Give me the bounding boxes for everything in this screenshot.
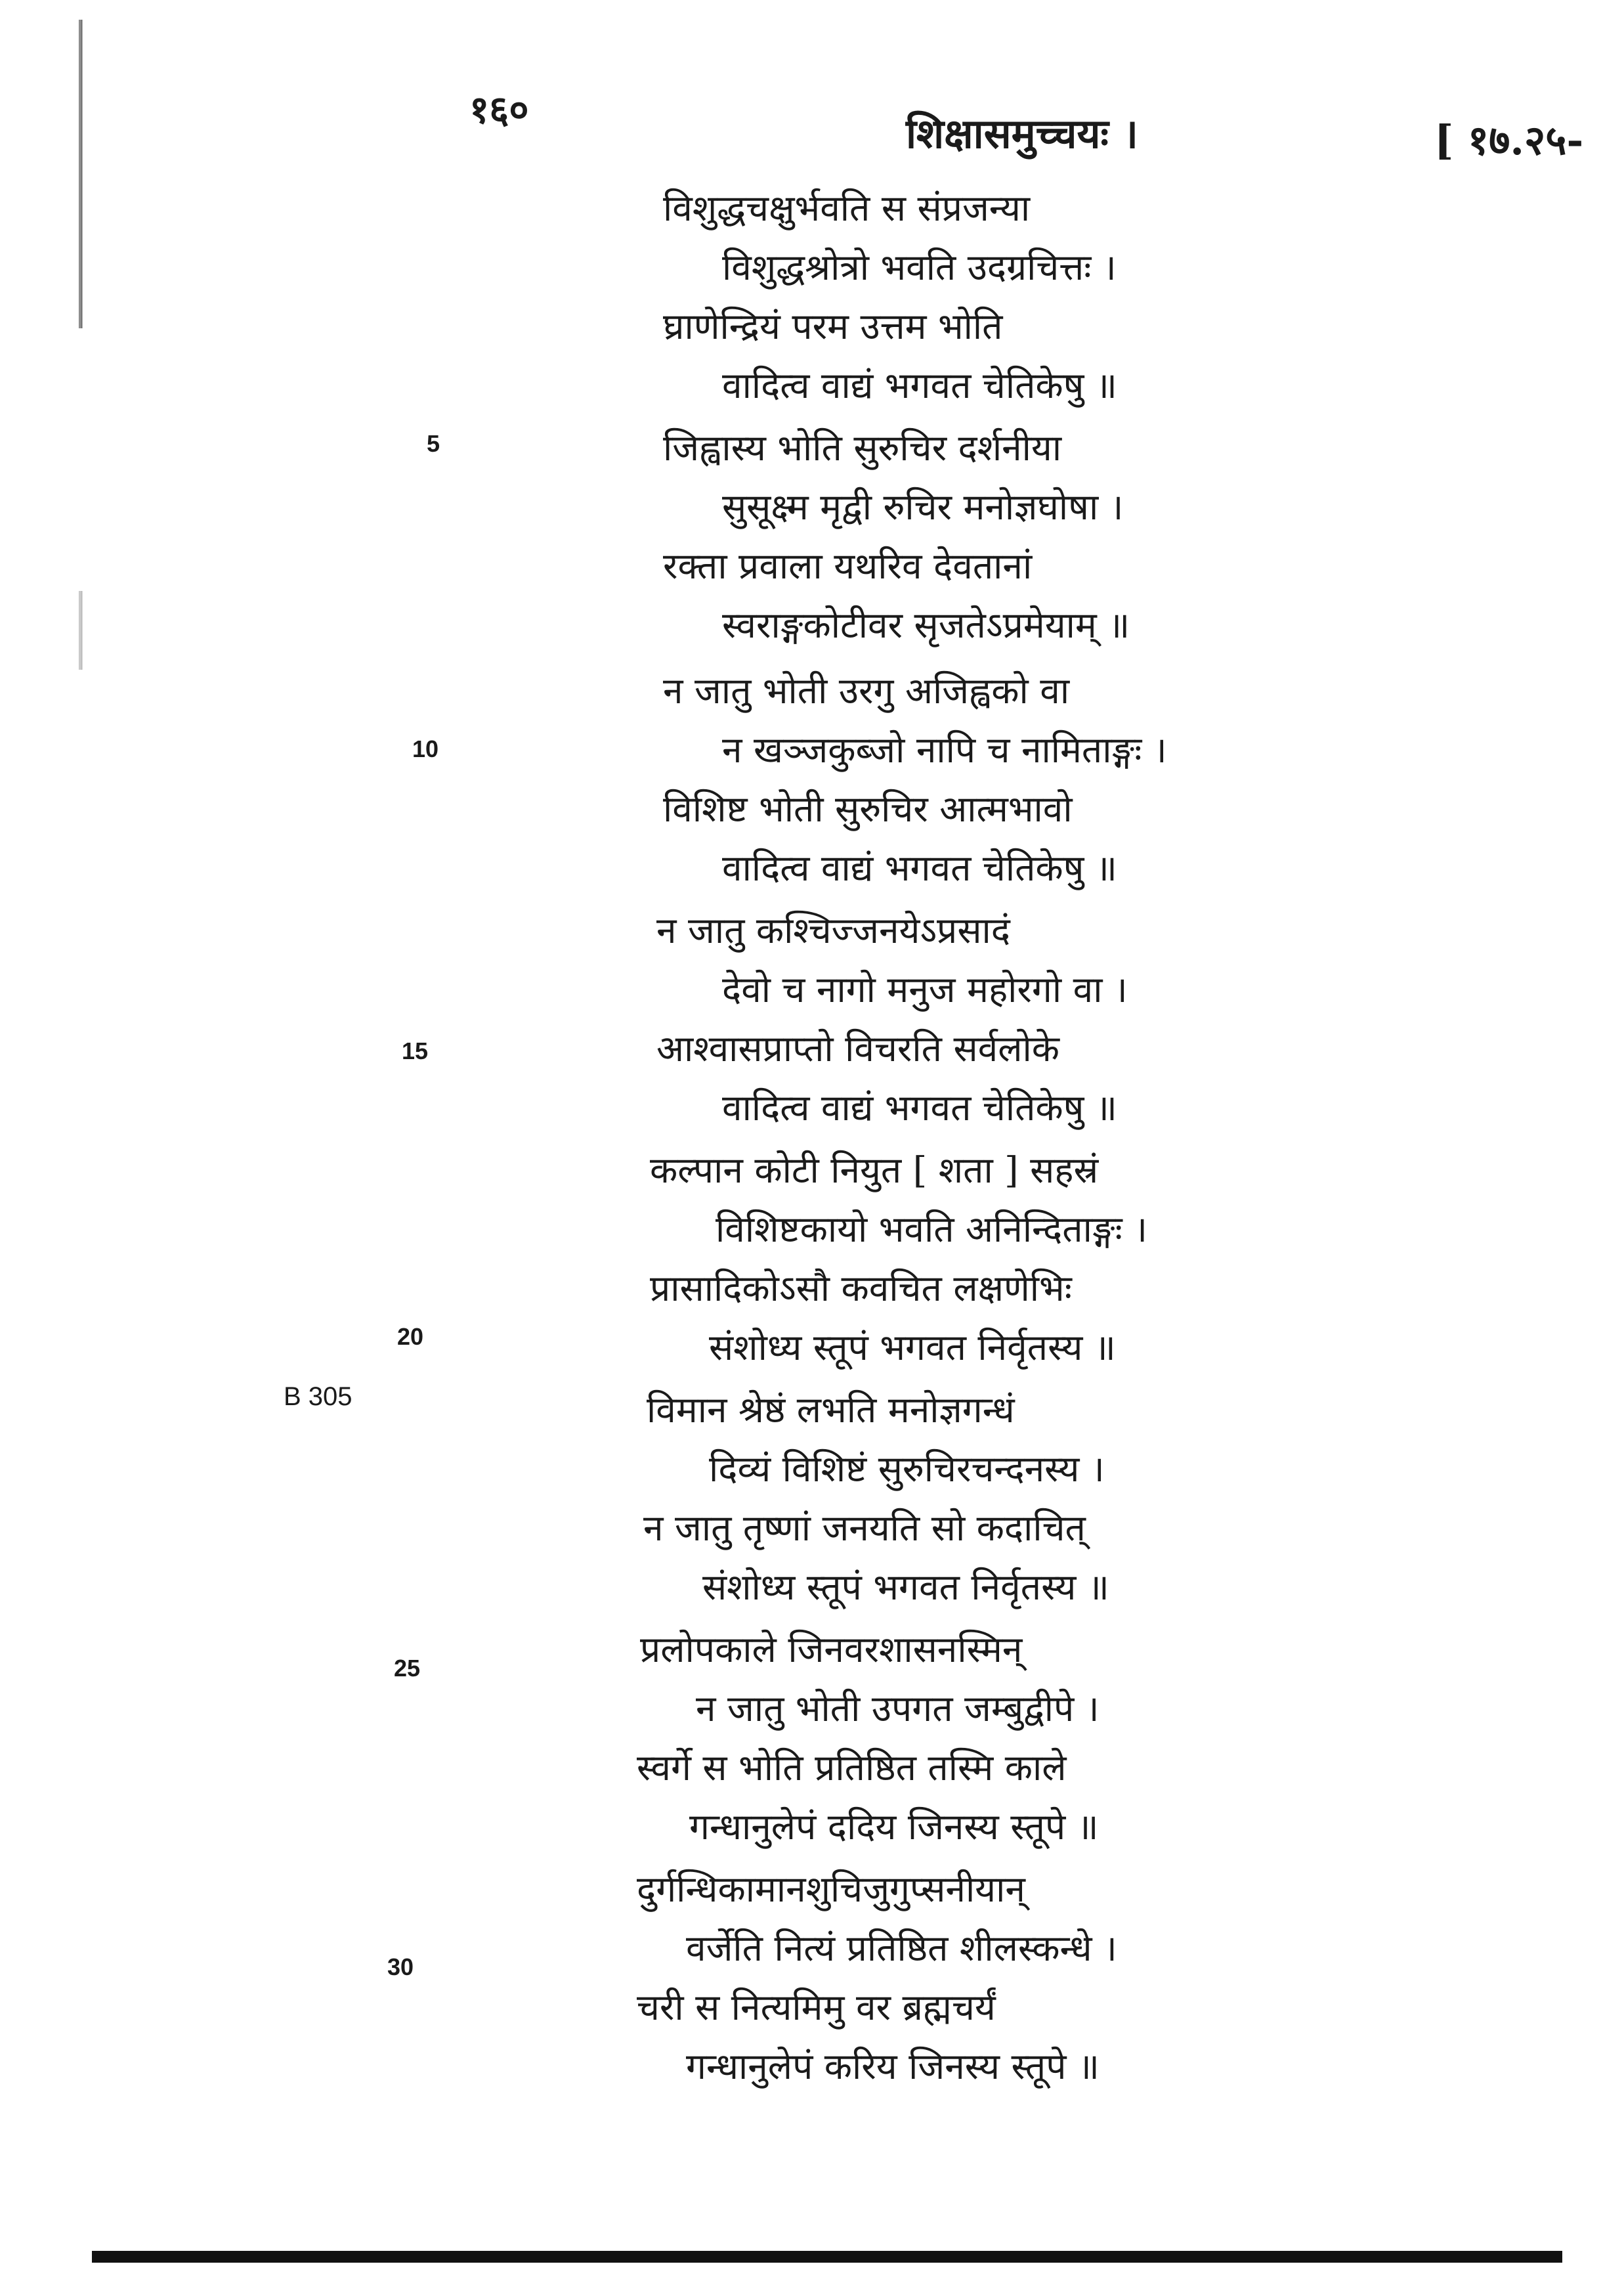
- verse-line: रक्ता प्रवाला यथरिव देवतानां: [663, 545, 1033, 587]
- line-number: 5: [427, 430, 440, 457]
- verse-line: देवो च नागो मनुज महोरगो वा ।: [722, 968, 1128, 1011]
- line-number: 10: [412, 735, 439, 762]
- verse-line: प्रासादिकोऽसौ कवचित लक्षणेभिः: [650, 1267, 1072, 1309]
- binding-edge-lower: [79, 591, 83, 670]
- verse-line: वर्जेति नित्यं प्रतिष्ठित शीलस्कन्धे ।: [686, 1927, 1117, 1969]
- line-number: 15: [402, 1037, 429, 1064]
- verse-line: प्रलोपकाले जिनवरशासनस्मिन्: [640, 1628, 1023, 1670]
- verse-line: विशुद्धश्रोत्रो भवति उदग्रचित्तः ।: [722, 246, 1117, 288]
- verse-line: घ्राणेन्द्रियं परम उत्तम भोति: [663, 305, 1003, 347]
- verse-line: संशोध्य स्तूपं भगवत निर्वृतस्य ॥: [702, 1566, 1109, 1608]
- binding-edge: [79, 20, 83, 328]
- verse-line: विशिष्टकायो भवति अनिन्दिताङ्गः ।: [716, 1208, 1148, 1250]
- verse-line: जिह्वास्य भोति सुरुचिर दर्शनीया: [663, 427, 1062, 469]
- verse-line: वादित्व वाद्यं भगवत चेतिकेषु ॥: [722, 1087, 1117, 1129]
- verse-line: स्वर्गे स भोति प्रतिष्ठित तस्मि काले: [637, 1747, 1067, 1789]
- verse-line: वादित्व वाद्यं भगवत चेतिकेषु ॥: [722, 364, 1117, 406]
- line-number: 25: [394, 1655, 421, 1682]
- verse-line: न खञ्जकुब्जो नापि च नामिताङ्गः ।: [722, 729, 1167, 771]
- verse-line: न जातु भोती उपगत जम्बुद्वीपे ।: [696, 1687, 1100, 1730]
- verse-line: स्वराङ्गकोटीवर सृजतेऽप्रमेयाम् ॥: [722, 604, 1130, 646]
- verse-line: चरी स नित्यमिमु वर ब्रह्मचर्यं: [637, 1986, 996, 2028]
- verse-line: दिव्यं विशिष्टं सुरुचिरचन्दनस्य ।: [709, 1448, 1105, 1490]
- verse-line: विशिष्ट भोती सुरुचिर आत्मभावो: [663, 788, 1073, 830]
- verse-line: दुर्गन्धिकामानशुचिजुगुप्सनीयान्: [637, 1868, 1025, 1910]
- verse-line: न जातु तृष्णां जनयति सो कदाचित्: [643, 1507, 1086, 1549]
- line-number: 20: [397, 1323, 424, 1350]
- page-title: शिक्षासमुच्चयः ।: [906, 110, 1139, 158]
- verse-line: संशोध्य स्तूपं भगवत निर्वृतस्य ॥: [709, 1326, 1116, 1368]
- verse-line: न जातु भोती उरगु अजिह्वको वा: [663, 670, 1070, 712]
- verse-line: गन्धानुलेपं करिय जिनस्य स्तूपे ॥: [686, 2045, 1100, 2087]
- section-reference: [ १७.२५-: [1434, 116, 1584, 164]
- line-number: 30: [387, 1953, 414, 1980]
- verse-line: सुसूक्ष्म मृद्वी रुचिर मनोज्ञघोषा ।: [722, 486, 1124, 528]
- verse-line: आश्वासप्राप्तो विचरति सर्वलोके: [656, 1028, 1060, 1070]
- verse-line: गन्धानुलेपं ददिय जिनस्य स्तूपे ॥: [689, 1806, 1099, 1848]
- footer-rule: [92, 2251, 1562, 2263]
- verse-line: विशुद्धचक्षुर्भवति स संप्रजन्या: [663, 187, 1031, 229]
- margin-reference: B 305: [284, 1382, 353, 1411]
- page-number: १६०: [469, 87, 529, 132]
- verse-line: वादित्व वाद्यं भगवत चेतिकेषु ॥: [722, 847, 1117, 889]
- verse-line: कल्पान कोटी नियुत [ शता ] सहस्रं: [650, 1149, 1099, 1191]
- verse-line: विमान श्रेष्ठं लभति मनोज्ञगन्धं: [647, 1389, 1015, 1431]
- verse-line: न जातु कश्चिज्जनयेऽप्रसादं: [656, 909, 1010, 951]
